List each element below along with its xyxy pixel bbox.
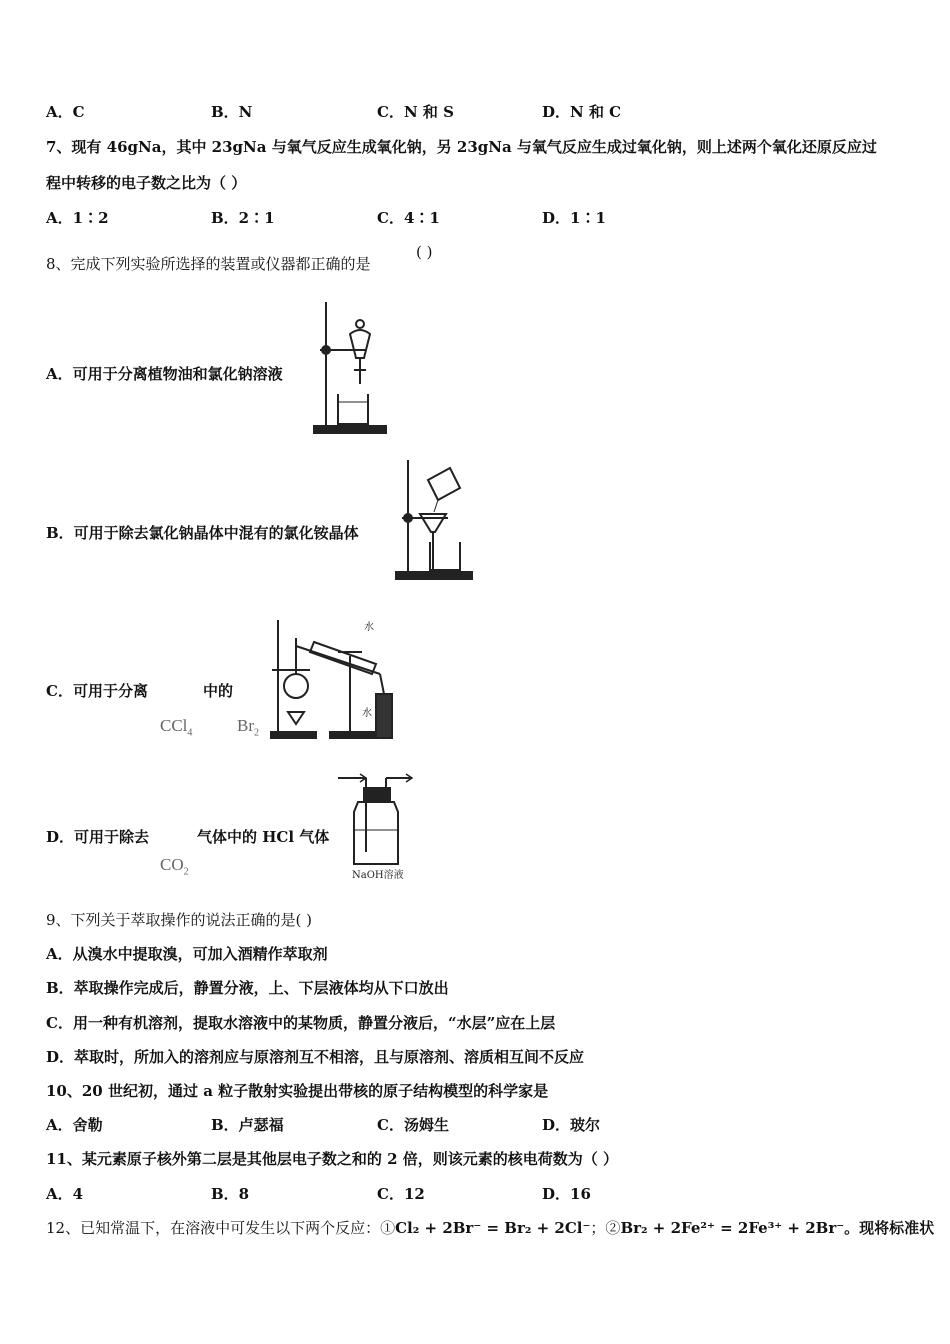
q9-option-a: A．从溴水中提取溴，可加入酒精作萃取剂	[46, 945, 328, 963]
q6-option-a: A．C	[46, 103, 85, 121]
q11-stem: 11、某元素原子核外第二层是其他层电子数之和的 2 倍，则该元素的核电荷数为（ ）	[46, 1150, 618, 1168]
q12-reaction-2: Br₂ + 2Fe²⁺ = 2Fe³⁺ + 2Br⁻	[620, 1219, 845, 1237]
separatory-funnel-figure	[310, 298, 390, 438]
q11-option-d: D．16	[542, 1185, 591, 1203]
water-label-top: 水	[364, 622, 374, 633]
co2-formula: $CO_2$	[160, 855, 189, 878]
water-label-bottom: 水	[362, 708, 372, 719]
q8-option-d-suffix: 气体中的 HCl 气体	[197, 828, 330, 846]
q12-separator: ；②	[590, 1219, 621, 1237]
q8-option-d-prefix: D．可用于除去	[46, 828, 150, 846]
q12-reaction-1: Cl₂ + 2Br⁻ = Br₂ + 2Cl⁻	[395, 1219, 591, 1237]
naoh-label: NaOH溶液	[352, 870, 404, 881]
q7-option-d: D．1∶1	[542, 209, 606, 227]
q8-option-b: B．可用于除去氯化钠晶体中混有的氯化铵晶体	[46, 524, 359, 542]
gas-washing-bottle-figure	[336, 772, 416, 884]
q11-option-a: A．4	[46, 1185, 84, 1203]
q8-option-c-prefix: C．可用于分离	[46, 682, 148, 700]
q6-option-c: C．N 和 S	[377, 103, 454, 121]
q9-stem: 9、下列关于萃取操作的说法正确的是( )	[46, 911, 313, 929]
q12-prefix: 12、已知常温下，在溶液中可发生以下两个反应：①	[46, 1219, 396, 1237]
q12-suffix: 。现将标准状	[844, 1219, 935, 1237]
q8-option-c-mid: 中的	[203, 682, 234, 700]
q8-option-a: A．可用于分离植物油和氯化钠溶液	[46, 365, 283, 383]
q9-option-b: B．萃取操作完成后，静置分液，上、下层液体均从下口放出	[46, 979, 449, 997]
q10-stem: 10、20 世纪初，通过 a 粒子散射实验提出带核的原子结构模型的科学家是	[46, 1082, 549, 1100]
q7-option-a: A．1∶2	[46, 209, 109, 227]
filtration-figure	[394, 458, 476, 584]
ccl4-formula: CCl$_4$	[160, 716, 193, 739]
q9-option-d: D．萃取时，所加入的溶剂应与原溶剂互不相溶，且与原溶剂、溶质相互间不反应	[46, 1048, 585, 1066]
br2-formula: $Br_2$	[237, 716, 259, 739]
q12-stem	[46, 1218, 934, 1238]
q10-option-d: D．玻尔	[542, 1116, 601, 1134]
q8-stem: 8、完成下列实验所选择的装置或仪器都正确的是	[46, 255, 371, 273]
q7-option-c: C．4∶1	[377, 209, 440, 227]
q10-option-a: A．舍勒	[46, 1116, 103, 1134]
q8-paren: ( )	[416, 243, 433, 261]
q6-option-b: B．N	[211, 103, 253, 121]
q11-option-b: B．8	[211, 1185, 250, 1203]
q9-option-c: C．用一种有机溶剂，提取水溶液中的某物质，静置分液后，“水层”应在上层	[46, 1014, 556, 1032]
q7-stem-line2: 程中转移的电子数之比为（ ）	[46, 174, 247, 192]
q10-option-c: C．汤姆生	[377, 1116, 449, 1134]
q7-option-b: B．2∶1	[211, 209, 275, 227]
q6-option-d: D．N 和 C	[542, 103, 622, 121]
distillation-figure	[270, 616, 410, 744]
q10-option-b: B．卢瑟福	[211, 1116, 284, 1134]
q7-stem-line1: 7、现有 46gNa，其中 23gNa 与氧气反应生成氧化钠，另 23gNa 与氧气反应生成过氧化钠，则上述两个氧化还原反应过	[46, 138, 877, 156]
q11-option-c: C．12	[377, 1185, 425, 1203]
